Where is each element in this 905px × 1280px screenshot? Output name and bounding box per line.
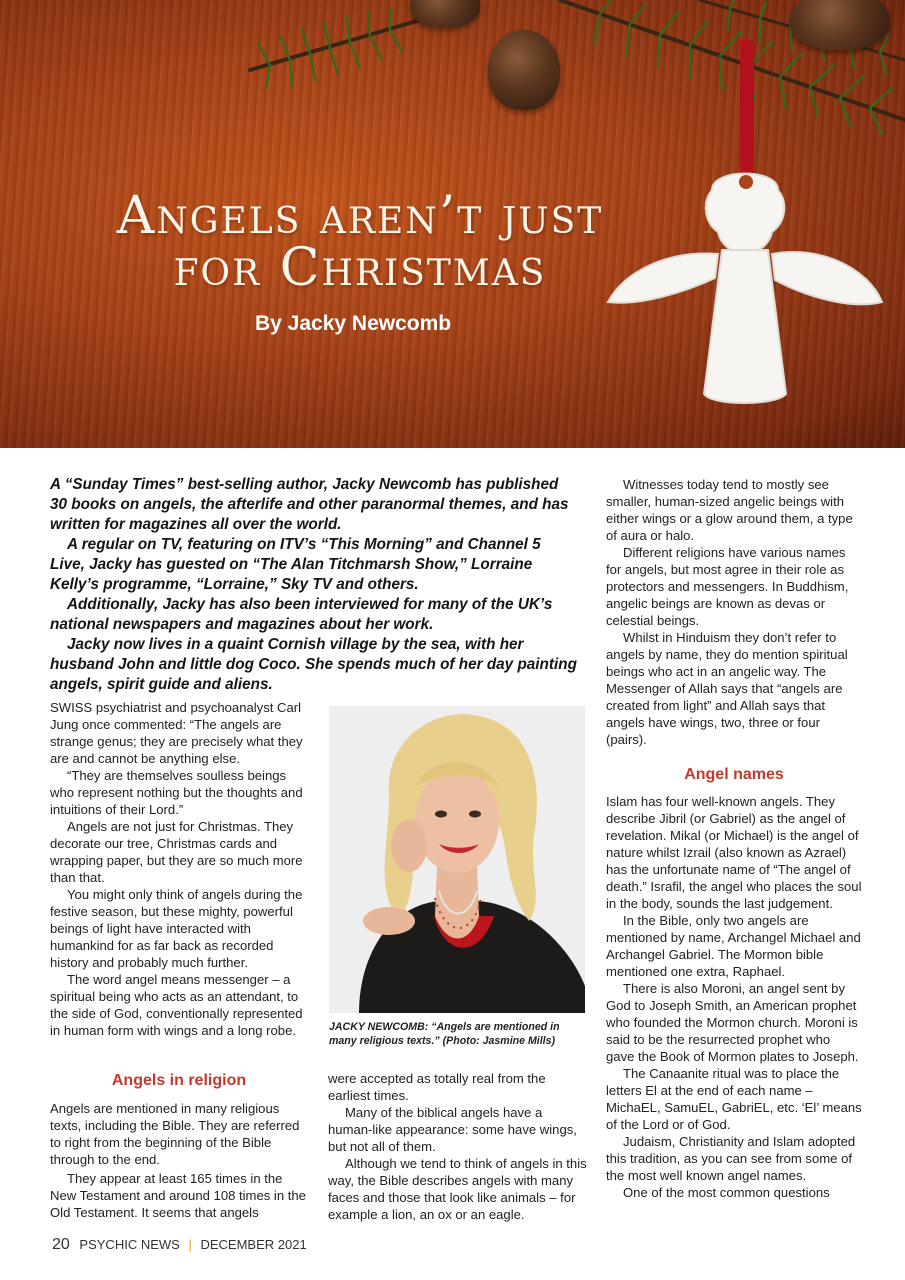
body-column-3 — [606, 476, 862, 748]
article-title-line-2: for Christmas — [173, 238, 547, 298]
intro-paragraph: Jacky now lives in a quaint Cornish village by the sea, with her husband John and little dog Coco. She spends much of her day painting angels, spirit guide and aliens. — [50, 636, 577, 693]
body-paragraph: “They are themselves soulless beings who represent nothing but the thoughts and intuitions of their Lord.” — [50, 768, 303, 817]
subheading-angels-in-religion: Angels in religion — [111, 1072, 247, 1089]
body-paragraph: Judaism, Christianity and Islam adopted this tradition, as you can see from some of the most well known angel names. — [606, 1134, 856, 1183]
photo-caption: JACKY NEWCOMB: “Angels are mentioned in many religious texts.” (Photo: Jasmine Mills) — [329, 1021, 560, 1047]
page-footer — [52, 1236, 307, 1254]
article-title-line-1: Angels aren’t just — [116, 186, 604, 246]
body-column-1-continued — [50, 1100, 308, 1221]
body-column-3-continued — [606, 793, 862, 1201]
body-paragraph: They appear at least 165 times in the New Testament and around 108 times in the Old Testament. It seems that angels — [50, 1171, 306, 1220]
body-paragraph: Many of the biblical angels have a human-like appearance: some have wings, but not all of them. — [328, 1105, 577, 1154]
body-paragraph: Different religions have various names for angels, but most agree in their role as protectors and messengers. In Buddhism, angelic beings are known as devas or celestial beings. — [606, 545, 849, 628]
body-paragraph: Islam has four well-known angels. They describe Jibril (or Gabriel) as the angel of revelation. Mikal (or Michael) is the angel of nature whilst Izrail (also known as Azrael) has the unfortunate name of “The angel of death.” Israfil, the angel who places the soul in the body, sounds the last judgement. — [606, 794, 862, 911]
intro-paragraph: A regular on TV, featuring on ITV’s “This Morning” and Channel 5 Live, Jacky has guested on “The Alan Titchmarsh Show,” Lorraine Kelly’s programme, “Lorraine,” Sky TV and others. — [50, 536, 541, 593]
body-paragraph: You might only think of angels during the festive season, but these mighty, powerful beings of light have interacted with humankind for as far back as recorded history and probably much further. — [50, 887, 303, 970]
page-number: 20 — [52, 1236, 70, 1253]
body-paragraph: Although we tend to think of angels in this way, the Bible describes angels with many faces and those that look like animals – for example a lion, an ox or an eagle. — [328, 1156, 587, 1222]
author-photo — [329, 706, 585, 1013]
body-paragraph: The Canaanite ritual was to place the letters El at the end of each name – MichaEL, SamuEL, GabriEL, etc. ‘El’ means of the Lord or of God. — [606, 1066, 862, 1132]
body-paragraph: The word angel means messenger – a spiritual being who acts as an attendant, to the side of God, conventionally represented in human form with wings and a long robe. — [50, 972, 303, 1038]
body-paragraph: There is also Moroni, an angel sent by God to Joseph Smith, an American prophet who founded the Mormon church. Moroni is said to be the resurrected prophet who gave the Book of Mormon plates to Joseph. — [606, 981, 859, 1064]
intro-standfirst — [50, 475, 578, 695]
footer-separator: | — [188, 1237, 192, 1252]
subheading-angel-names: Angel names — [684, 766, 784, 783]
hero-banner — [0, 0, 905, 448]
body-paragraph: SWISS psychiatrist and psychoanalyst Carl Jung once commented: “The angels are strange genus; they are precisely what they are and cannot be anything else. — [50, 700, 303, 766]
body-paragraph: In the Bible, only two angels are mentioned by name, Archangel Michael and Archangel Gabriel. The Mormon bible mentioned one extra, Raphael. — [606, 913, 861, 979]
author-portrait-image — [329, 706, 585, 1013]
pinecone-decoration — [488, 30, 560, 110]
body-paragraph: Angels are mentioned in many religious texts, including the Bible. They are referred to right from the beginning of the Bible through to the end. — [50, 1101, 300, 1167]
body-paragraph: were accepted as totally real from the earliest times. — [328, 1071, 546, 1103]
intro-paragraph: Additionally, Jacky has also been interviewed for many of the UK’s national newspapers and magazines about her work. — [50, 596, 553, 633]
body-column-2 — [328, 1070, 590, 1223]
intro-paragraph: A “Sunday Times” best-selling author, Jacky Newcomb has published 30 books on angels, the afterlife and other paranormal themes, and has written for magazines all over the world. — [50, 476, 569, 533]
body-column-1 — [50, 699, 308, 1039]
article-byline: By Jacky Newcomb — [255, 312, 452, 335]
issue-date: DECEMBER 2021 — [200, 1237, 307, 1252]
body-paragraph: Whilst in Hinduism they don’t refer to angels by name, they do mention spiritual beings who act in an angelic way. The Messenger of Allah says that “angels are created from light” and Allah says that angels have wings, two, three or four (pairs). — [606, 630, 848, 747]
body-paragraph: Angels are not just for Christmas. They decorate our tree, Christmas cards and wrapping paper, but they are so much more than that. — [50, 819, 303, 885]
body-paragraph: Witnesses today tend to mostly see smaller, human-sized angelic beings with either wings or a glow around them, a type of aura or halo. — [606, 477, 853, 543]
publication-name: PSYCHIC NEWS — [79, 1237, 180, 1252]
article-title — [40, 186, 680, 298]
body-paragraph: One of the most common questions — [623, 1185, 830, 1200]
